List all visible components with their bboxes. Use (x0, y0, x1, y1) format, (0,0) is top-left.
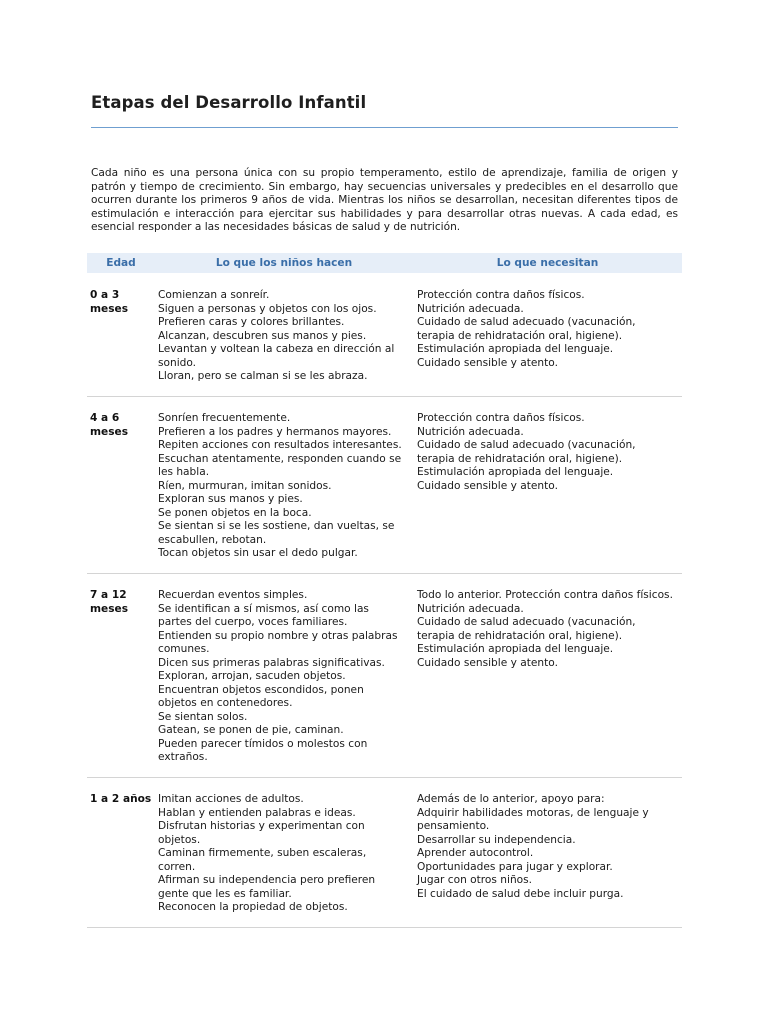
cell-line: Protección contra daños físicos. (417, 412, 585, 424)
cell-line: Escuchan atentamente, responden cuando se les habla. (158, 452, 402, 478)
cell-line: Pueden parecer tímidos o molestos con extraños. (158, 737, 368, 763)
cell-line: Prefieren caras y colores brillantes. (158, 316, 345, 328)
cell-line: Estimulación apropiada del lenguaje. (417, 643, 614, 655)
cell-line: Alcanzan, descubren sus manos y pies. (158, 329, 367, 342)
cell-line: Gatean, se ponen de pie, caminan. (158, 724, 344, 736)
cell-line: Además de lo anterior, apoyo para: (417, 793, 605, 805)
cell-line: Cuidado de salud adecuado (vacunación, terapia de rehidratación oral, higiene). (417, 439, 636, 465)
cell-line: Sonríen frecuentemente. (158, 412, 291, 424)
cell-line: Levantan y voltean la cabeza en dirección al sonido. (158, 343, 395, 369)
cell-line: Todo lo anterior. Protección contra daños físicos. (417, 589, 673, 601)
cell-line: Se identifican a sí mismos, así como las partes del cuerpo, voces familiares. (158, 602, 369, 628)
age-cell: 0 a 3 meses (90, 289, 129, 315)
header-what-they-need: Lo que necesitan (496, 257, 599, 269)
cell-line: Encuentran objetos escondidos, ponen objetos en contenedores. (158, 683, 364, 709)
what-they-need-cell (413, 412, 682, 573)
age-cell: 4 a 6 meses (90, 412, 129, 438)
cell-line: Tocan objetos sin usar el dedo pulgar. (158, 547, 358, 559)
cell-line: Se sientan solos. (158, 710, 248, 723)
cell-line: Ríen, murmuran, imitan sonidos. (158, 479, 332, 492)
page-title: Etapas del Desarrollo Infantil (91, 93, 367, 112)
cell-line: Hablan y entienden palabras e ideas. (158, 806, 356, 819)
what-they-do-cell (155, 412, 413, 573)
cell-line: Protección contra daños físicos. (417, 289, 585, 301)
cell-line: Jugar con otros niños. (417, 874, 533, 886)
cell-line: Siguen a personas y objetos con los ojos. (158, 302, 377, 315)
development-table (87, 253, 682, 928)
cell-line: Nutrición adecuada. (417, 425, 524, 438)
table-row (87, 574, 682, 778)
cell-line: Prefieren a los padres y hermanos mayores. (158, 425, 392, 438)
cell-line: Reconocen la propiedad de objetos. (158, 901, 348, 913)
cell-line: Afirman su independencia pero prefieren gente que les es familiar. (158, 874, 376, 900)
cell-line: Nutrición adecuada. (417, 302, 524, 315)
cell-line: Recuerdan eventos simples. (158, 589, 308, 601)
cell-line: Adquirir habilidades motoras, de lenguaje y pensamiento. (417, 806, 649, 832)
cell-line: Lloran, pero se calman si se les abraza. (158, 370, 368, 382)
table-row (87, 778, 682, 928)
age-cell: 1 a 2 años (90, 793, 152, 805)
cell-line: Entienden su propio nombre y otras palabras comunes. (158, 629, 398, 655)
cell-line: Caminan firmemente, suben escaleras, corren. (158, 847, 367, 873)
cell-line: Cuidado de salud adecuado (vacunación, terapia de rehidratación oral, higiene). (417, 616, 636, 642)
table-row (87, 397, 682, 574)
what-they-need-cell (413, 289, 682, 396)
cell-line: Cuidado sensible y atento. (417, 356, 558, 369)
what-they-do-cell (155, 589, 413, 777)
what-they-need-cell (413, 793, 682, 927)
cell-line: Exploran, arrojan, sacuden objetos. (158, 670, 346, 682)
what-they-do-cell (155, 793, 413, 927)
cell-line: Imitan acciones de adultos. (158, 793, 304, 805)
what-they-need-cell (413, 589, 682, 777)
cell-line: Aprender autocontrol. (417, 847, 534, 859)
cell-line: Disfrutan historias y experimentan con objetos. (158, 820, 365, 846)
cell-line: Repiten acciones con resultados interesantes. (158, 439, 402, 451)
cell-line: Dicen sus primeras palabras significativas. (158, 656, 385, 669)
cell-line: Oportunidades para jugar y explorar. (417, 860, 613, 873)
cell-line: Estimulación apropiada del lenguaje. (417, 343, 614, 355)
cell-line: Cuidado de salud adecuado (vacunación, terapia de rehidratación oral, higiene). (417, 316, 636, 342)
table-header (87, 253, 682, 273)
cell-line: Se sientan si se les sostiene, dan vueltas, se escabullen, rebotan. (158, 520, 395, 546)
cell-line: Se ponen objetos en la boca. (158, 506, 312, 519)
cell-line: Cuidado sensible y atento. (417, 479, 558, 492)
header-age: Edad (106, 257, 136, 269)
header-what-they-do: Lo que los niños hacen (215, 257, 353, 269)
table-row (87, 273, 682, 397)
cell-line: Estimulación apropiada del lenguaje. (417, 466, 614, 478)
cell-line: Comienzan a sonreír. (158, 289, 270, 301)
cell-line: Cuidado sensible y atento. (417, 656, 558, 669)
cell-line: Exploran sus manos y pies. (158, 493, 303, 505)
cell-line: El cuidado de salud debe incluir purga. (417, 887, 624, 900)
cell-line: Desarrollar su independencia. (417, 833, 576, 846)
age-cell: 7 a 12 meses (90, 589, 129, 615)
what-they-do-cell (155, 289, 413, 396)
intro-paragraph: Cada niño es una persona única con su propio temperamento, estilo de aprendizaje, familia de origen y patrón y tiempo de crecimiento. Sin embargo, hay secuencias universales y predecibles en el desarrollo que ocurren durante los primeros 9 años de vida. Mientras los niños se desarrollan, necesitan diferentes tipos de estimulación e interacción para ejercitar sus habilidades y para desarrollar otras nuevas. A cada edad, es esencial responder a las necesidades básicas de salud y de nutrición. (91, 167, 678, 233)
title-divider (91, 127, 678, 128)
cell-line: Nutrición adecuada. (417, 602, 524, 615)
